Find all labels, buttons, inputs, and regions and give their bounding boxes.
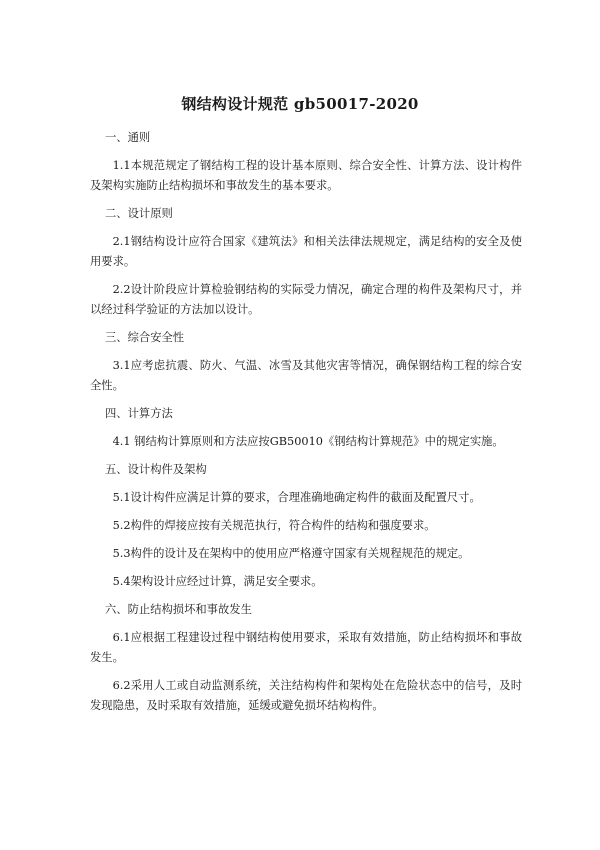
- clause-2-2: 2.2设计阶段应计算检验钢结构的实际受力情况，确定合理的构件及架构尺寸，并以经过科学验证的方法加以设计。: [90, 283, 522, 316]
- clause-6-1: 6.1应根据工程建设过程中钢结构使用要求，采取有效措施，防止结构损坏和事故发生。: [90, 631, 522, 664]
- document-body: [90, 128, 522, 724]
- section-heading: 三、综合安全性: [105, 331, 185, 344]
- clause-1-1: 1.1本规范规定了钢结构工程的设计基本原则、综合安全性、计算方法、设计构件及架构实施防止结构损坏和事故发生的基本要求。: [90, 159, 522, 192]
- clause-5-4: 5.4架构设计应经过计算，满足安全要求。: [112, 575, 323, 588]
- section-heading: 二、设计原则: [105, 207, 173, 220]
- clause-5-3: 5.3构件的设计及在架构中的使用应严格遵守国家有关规程规范的规定。: [112, 547, 470, 560]
- clause-2-1: 2.1钢结构设计应符合国家《建筑法》和相关法律法规规定，满足结构的安全及使用要求。: [90, 235, 522, 268]
- section-heading: 六、防止结构损坏和事故发生: [105, 603, 252, 616]
- clause-5-1: 5.1设计构件应满足计算的要求，合理准确地确定构件的截面及配置尺寸。: [112, 491, 481, 504]
- section-failure-prevention: [90, 600, 522, 716]
- section-general: [90, 128, 522, 196]
- document-title: 钢结构设计规范 gb50017-2020: [181, 95, 419, 113]
- section-calculation-methods: [90, 404, 522, 452]
- section-overall-safety: [90, 328, 522, 396]
- section-heading: 四、计算方法: [105, 407, 173, 420]
- section-heading: 五、设计构件及架构: [105, 463, 207, 476]
- clause-4-1: 4.1 钢结构计算原则和方法应按GB50010《钢结构计算规范》中的规定实施。: [112, 435, 504, 448]
- clause-3-1: 3.1应考虑抗震、防火、气温、冰雪及其他灾害等情况，确保钢结构工程的综合安全性。: [90, 359, 522, 392]
- section-design-principles: [90, 204, 522, 320]
- clause-5-2: 5.2构件的焊接应按有关规范执行，符合构件的结构和强度要求。: [112, 519, 436, 532]
- section-heading: 一、通则: [105, 131, 151, 144]
- section-components-and-frames: [90, 460, 522, 592]
- clause-6-2: 6.2采用人工或自动监测系统，关注结构构件和架构处在危险状态中的信号，及时发现隐患，及时采取有效措施，延缓或避免损坏结构构件。: [90, 679, 522, 712]
